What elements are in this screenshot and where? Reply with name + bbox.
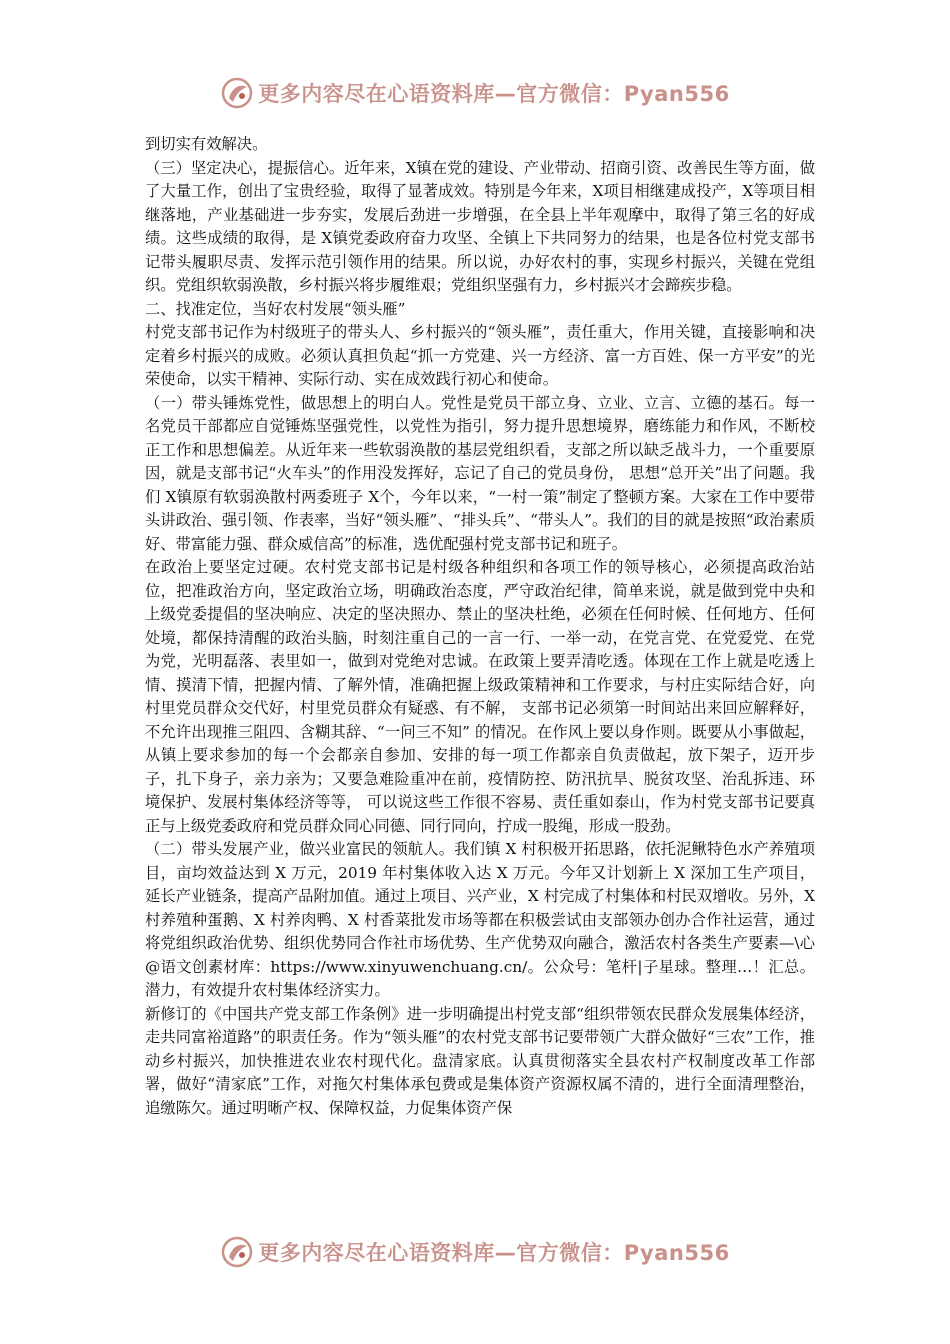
paragraph: 在政治上要坚定过硬。农村党支部书记是村级各种组织和各项工作的领导核心，必须提高政治站位，把准政治方向，坚定政治立场，明确政治态度，严守政治纪律，简单来说，就是做到党中央和上级党委提倡的坚决响应、决定的坚决照办、禁止的坚决杜绝，必须在任何时候、任何地方、任何处境，都保持清醒的政治头脑，时刻注重自己的一言一行、一举一动，在党言党、在党爱党、在党为党，光明磊落、表里如一，做到对党绝对忠诚。在政策上要弄清吃透。体现在工作上就是吃透上情、摸清下情，把握内情、了解外情，准确把握上级政策精神和工作要求，与村庄实际结合好，向村里党员群众交代好，村里党员群众有疑惑、有不解， 支部书记必须第一时间站出来回应解释好，不允许出现推三阻四、含糊其辞、“一问三不知” 的情况。在作风上要以身作则。既要从小事做起，从镇上要求参加的每一个会都亲自参加、安排的每一项工作都亲自负责做起，放下架子，迈开步子，扎下身子，亲力亲为；又要急难险重冲在前，疫情防控、防汛抗旱、脱贫攻坚、治乱拆违、环境保护、发展村集体经济等等， 可以说这些工作很不容易、责任重如泰山，作为村党支部书记要真正与上级党委政府和党员群众同心同德、同行同向，拧成一股绳，形成一股劲。 [145, 558, 815, 835]
logo-icon [220, 76, 254, 110]
banner-text: 更多内容尽在心语资料库—官方微信：Pyan556 [258, 1241, 730, 1265]
paragraph: （三）坚定决心，提振信心。近年来，X镇在党的建设、产业带动、招商引资、改善民生等方面，做了大量工作，创出了宝贵经验，取得了显著成效。特别是今年来，X项目相继建成投产，X等项目相继落地，产业基础进一步夯实，发展后劲进一步增强，在全县上半年观摩中，取得了第三名的好成绩。这些成绩的取得，是 X镇党委政府奋力攻坚、全镇上下共同努力的结果，也是各位村党支部书记带头履职尽责、发挥示范引领作用的结果。所以说，办好农村的事，实现乡村振兴，关键在党组织。党组织软弱涣散，乡村振兴将步履维艰；党组织坚强有力，乡村振兴才会蹄疾步稳。 [145, 158, 815, 294]
footer-banner [0, 1232, 950, 1272]
section-heading: 二、找准定位，当好农村发展“领头雁” [145, 299, 406, 318]
paragraph: 新修订的《中国共产党支部工作条例》进一步明确提出村党支部“组织带领农民群众发展集体经济，走共同富裕道路”的职责任务。作为“领头雁”的农村党支部书记要带领广大群众做好“三农”工作，推动乡村振兴，加快推进农业农村现代化。盘清家底。认真贯彻落实全县农村产权制度改革工作部署，做好“清家底”工作，对拖欠村集体承包费或是集体资产资源权属不清的，进行全面清理整治，追缴陈欠。通过明晰产权、保障权益，力促集体资产保 [145, 1004, 815, 1117]
header-banner [0, 73, 950, 113]
paragraph: （一）带头锤炼党性，做思想上的明白人。党性是党员干部立身、立业、立言、立德的基石。每一名党员干部都应自觉锤炼坚强党性，以党性为指引，努力提升思想境界，磨练能力和作风，不断校正工作和思想偏差。从近年来一些软弱涣散的基层党组织看，支部之所以缺乏战斗力，一个重要原因，就是支部书记“火车头”的作用没发挥好，忘记了自己的党员身份， 思想“总开关”出了问题。我们 X镇原有软弱涣散村两委班子 X个，今年以来，“一村一策”制定了整顿方案。大家在工作中要带头讲政治、强引领、作表率，当好“领头雁”、“排头兵”、“带头人”。我们的目的就是按照“政治素质好、带富能力强、群众威信高”的标准，选优配强村党支部书记和班子。 [145, 393, 815, 553]
banner-text: 更多内容尽在心语资料库—官方微信：Pyan556 [258, 82, 730, 106]
document-body [145, 133, 815, 1120]
paragraph: 到切实有效解决。 [145, 135, 268, 153]
paragraph: （二）带头发展产业，做兴业富民的领航人。我们镇 X 村积极开拓思路，依托泥鳅特色水产养殖项目，亩均效益达到 X 万元，2019 年村集体收入达 X 万元。今年又计划新上 X 深加工生产项目，延长产业链条，提高产品附加值。通过上项目、兴产业，X 村完成了村集体和村民双增收。另外，X 村养殖种蛋鹅、X 村养肉鸭、X 村香菜批发市场等都在积极尝试由支部领办创办合作社运营，通过将党组织政治优势、组织优势同合作社市场优势、生产优势双向融合，激活农村各类生产要素—\心@语文创素材库：https://www.xinyuwenchuang.cn/。公众号：笔杆|子星球。整理…！汇总。潜力，有效提升农村集体经济实力。 [145, 840, 815, 999]
paragraph: 村党支部书记作为村级班子的带头人、乡村振兴的“领头雁”，责任重大，作用关键，直接影响和决定着乡村振兴的成败。必须认真担负起“抓一方党建、兴一方经济、富一方百姓、保一方平安”的光荣使命，以实干精神、实际行动、实在成效践行初心和使命。 [145, 323, 815, 388]
logo-icon [220, 1235, 254, 1269]
